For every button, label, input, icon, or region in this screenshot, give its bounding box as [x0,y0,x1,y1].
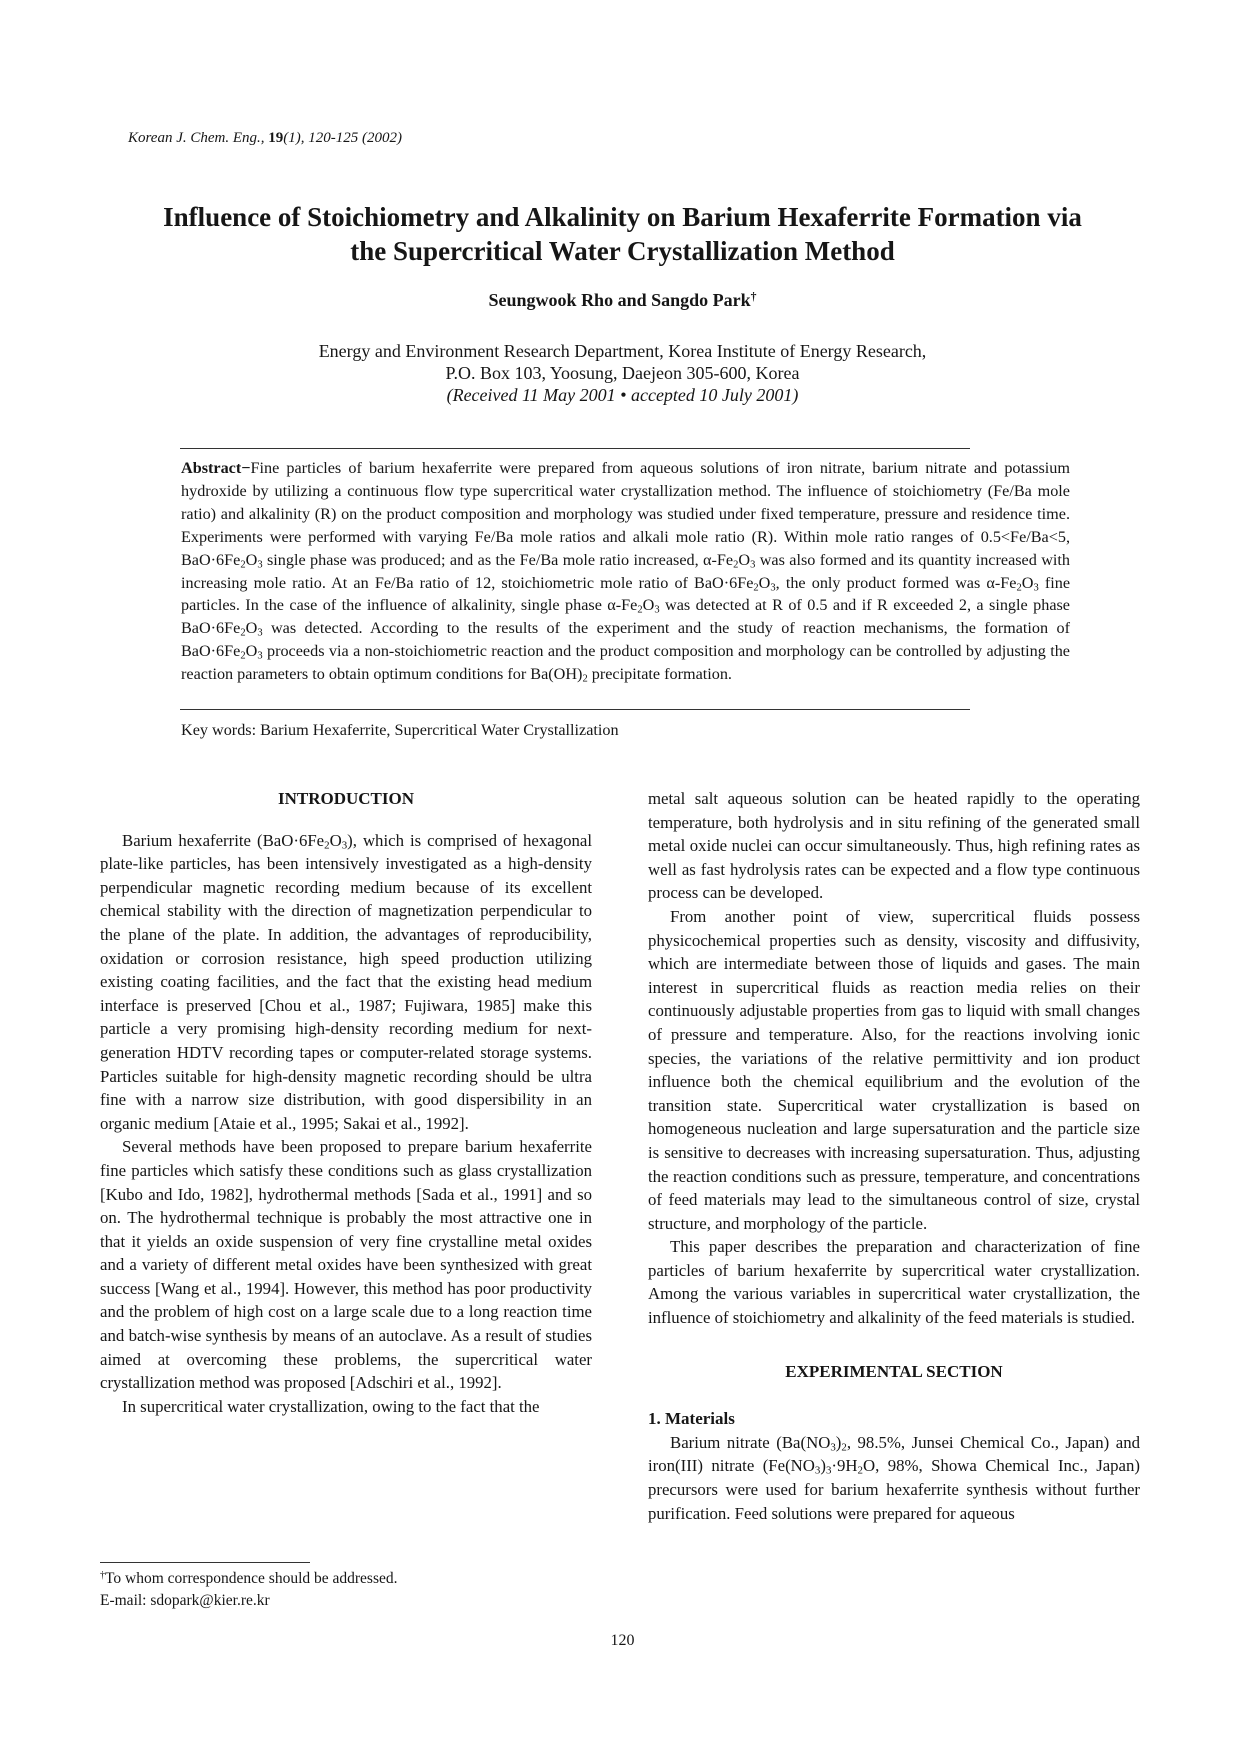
abstract-text: O [245,619,258,638]
abstract-text: was also formed and its quantity increased with increasing mole ratio. At an Fe/Ba ratio of 12, stoichiometric mole ratio of BaO·6Fe [181,550,1070,592]
author-names: Seungwook Rho and Sangdo Park [488,290,751,310]
subscript: 2 [1016,582,1022,594]
abstract-text: , the only product formed was α-Fe [775,573,1017,592]
received-dates: (Received 11 May 2001 • accepted 10 July 2001) [446,385,799,405]
intro-paragraph-1 [100,829,592,1136]
affiliation-line-2: P.O. Box 103, Yoosung, Daejeon 305-600, Korea [445,363,800,383]
intro-text: Barium hexaferrite (BaO·6Fe [122,830,325,850]
right-paragraph-1: metal salt aqueous solution can be heated rapidly to the operating temperature, both hydrolysis and in situ refining of the generated small metal oxide nuclei can occur simultaneously. Thus, high refining rates as well as fast hydrolysis rates can be expected and a flow type continuous process can be developed. [648,789,1140,903]
affiliation [100,340,1145,406]
materials-text: Barium nitrate (Ba(NO [670,1432,831,1452]
subscript: 3 [830,1441,836,1454]
abstract-text: O [1021,573,1034,592]
subscript: 2 [637,605,643,617]
intro-text: ), which is comprised of hexagonal plate-like particles, has been intensively investigated as a high-density perpendicular magnetic recording medium because of its excellent chemical stability with the direction of magnetization perpendicular to the plane of the plate. In addition, the advantages of reproducibility, oxidation or corrosion resistance, high speed production utilizing existing coating facilities, and the fact that the existing head medium interface is preserved [Chou et al., 1987; Fujiwara, 1985] make this particle a very promising high-density recording medium for next-generation HDTV recording tapes or computer-related storage systems. Particles suitable for high-density magnetic recording should be ultra fine with a narrow size distribution, with good dispersibility in an organic medium [Ataie et al., 1995; Sakai et al., 1992]. [100,830,593,1133]
materials-text: ) [835,1432,842,1452]
materials-paragraph [648,1431,1140,1525]
subscript: 3 [825,1465,832,1478]
subscript: 3 [1033,582,1039,594]
subscript: 3 [654,605,660,617]
subscript: 3 [257,627,263,639]
journal-name: Korean J. Chem. Eng. [128,130,261,146]
intro-text: O [329,830,342,850]
abstract-top-rule [180,448,970,449]
footnote-rule [100,1562,310,1563]
experimental-heading: EXPERIMENTAL SECTION [785,1361,1003,1381]
abstract-text: precipitate formation. [587,665,732,684]
right-column [648,787,1140,1525]
affiliation-line-1: Energy and Environment Research Department, Korea Institute of Energy Research, [318,341,927,361]
paper-title [100,200,1145,268]
footnote-email: E-mail: sdopark@kier.re.kr [100,1592,270,1609]
abstract-dash: − [241,459,251,477]
abstract-text: fine particles. In the case of the influence of alkalinity, single phase α-Fe [181,573,1071,615]
abstract-bottom-rule [180,709,970,710]
materials-text: ·9H [831,1456,858,1476]
materials-text: O, 98%, Showa Chemical Inc., Japan) precursors were used for barium hexaferrite synthesis without further purification. Feed solutions were prepared for aqueous [648,1456,1140,1523]
intro-paragraph-3: In supercritical water crystallization, owing to the fact that the [122,1396,540,1416]
subscript: 2 [240,650,246,662]
journal-citation: Korean J. Chem. Eng., 19(1), 120-125 (2002) [128,130,402,146]
keywords: Key words: Barium Hexaferrite, Supercritical Water Crystallization [181,721,619,739]
subscript: 3 [257,650,263,662]
intro-paragraph-2: Several methods have been proposed to prepare barium hexaferrite fine particles which satisfy these conditions such as glass crystallization [Kubo and Ido, 1982], hydrothermal methods [Sada et al., 1991] and so on. The hydrothermal technique is probably the most attractive one in that it yields an oxide suspension of very fine crystalline metal oxides and a variety of different metal oxides have been synthesized with great success [Wang et al., 1994]. However, this method has poor productivity and the problem of high cost on a large scale due to a long reaction time and batch-wise synthesis by means of an autoclave. As a result of studies aimed at overcoming these problems, the supercritical water crystallization method was proposed [Adschiri et al., 1992]. [100,1137,592,1393]
subscript: 2 [324,839,330,852]
left-column [100,787,592,1418]
materials-text: , 98.5%, Junsei Chemical Co., Japan) and iron(III) nitrate (Fe(NO [648,1432,1140,1476]
page-number: 120 [610,1632,635,1649]
subscript: 3 [770,582,776,594]
materials-heading: 1. Materials [648,1409,735,1429]
footnote-text: To whom correspondence should be addressed. [105,1570,398,1587]
subscript: 3 [814,1465,821,1478]
footnote-mark: † [100,1569,106,1581]
abstract [181,457,1070,686]
abstract-label: Abstract [181,459,242,477]
right-paragraph-2: From another point of view, supercritical fluids possess physicochemical properties such as density, viscosity and diffusivity, which are intermediate between those of liquids and gases. The main interest in supercritical fluids as reaction media relies on their continuously adjustable properties from gas to liquid with small changes of pressure and temperature. Also, for the reactions involving ionic species, the variations of the relative permittivity and ion product influence both the chemical equilibrium and the evolution of the transition state. Supercritical water crystallization is based on homogeneous nucleation and large supersaturation and the particle size is sensitive to decreases with increasing supersaturation. Thus, adjusting the reaction conditions such as pressure, temperature, and concentrations of feed materials may lead to the simultaneous control of size, crystal structure, and morphology of the particle. [648,906,1140,1233]
subscript: 3 [750,559,756,571]
author-list [100,290,1145,311]
subscript: 2 [240,627,246,639]
subscript: 3 [257,559,263,571]
abstract-text: O [642,596,655,615]
abstract-text: was detected. According to the results of the experiment and the study of reaction mechanisms, the formation of BaO·6Fe [181,619,1070,661]
abstract-text: was detected at R of 0.5 and if R exceeded 2, a single phase BaO·6Fe [181,596,1070,638]
abstract-text: O [738,550,751,569]
materials-text: ) [820,1456,826,1476]
right-paragraph-3: This paper describes the preparation and characterization of fine particles of barium hexaferrite by supercritical water crystallization. Among the various variables in supercritical water crystallization, the influence of stoichiometry and alkalinity of the feed materials is studied. [648,1237,1140,1328]
subscript: 3 [341,839,348,852]
abstract-text: O [245,550,258,569]
abstract-text: Fine particles of barium hexaferrite were prepared from aqueous solutions of iron nitrate, barium nitrate and potassium hydroxide by utilizing a continuous flow type supercritical water crystallization method. The influence of stoichiometry (Fe/Ba mole ratio) and alkalinity (R) on the product composition and morphology was studied under fixed temperature, pressure and residence time. Experiments were performed with varying Fe/Ba mole ratios and alkali mole ratio (R). Within mole ratio ranges of 0.5<Fe/Ba<5, BaO·6Fe [181,459,1070,569]
subscript: 2 [582,673,588,685]
corresponding-author-mark: † [750,290,757,304]
abstract-text: proceeds via a non-stoichiometric reaction and the product composition and morphology can be controlled by adjusting the reaction parameters to obtain optimum conditions for Ba(OH) [181,642,1070,684]
subscript: 2 [841,1441,847,1454]
paper-title-line-2: the Supercritical Water Crystallization Method [350,236,895,266]
introduction-heading: INTRODUCTION [277,789,415,808]
journal-issue-pages: (1), 120-125 (2002) [283,130,402,146]
abstract-text: O [758,573,771,592]
paper-title-line-1: Influence of Stoichiometry and Alkalinity on Barium Hexaferrite Formation via [163,202,1082,232]
subscript: 2 [753,582,759,594]
abstract-text: single phase was produced; and as the Fe/Ba mole ratio increased, α-Fe [262,550,734,569]
footnote [100,1568,398,1612]
journal-volume: 19 [268,130,284,146]
abstract-text: O [245,642,258,661]
subscript: 2 [857,1465,863,1478]
subscript: 2 [733,559,739,571]
subscript: 2 [240,559,246,571]
footnote-correspondence [100,1568,398,1590]
